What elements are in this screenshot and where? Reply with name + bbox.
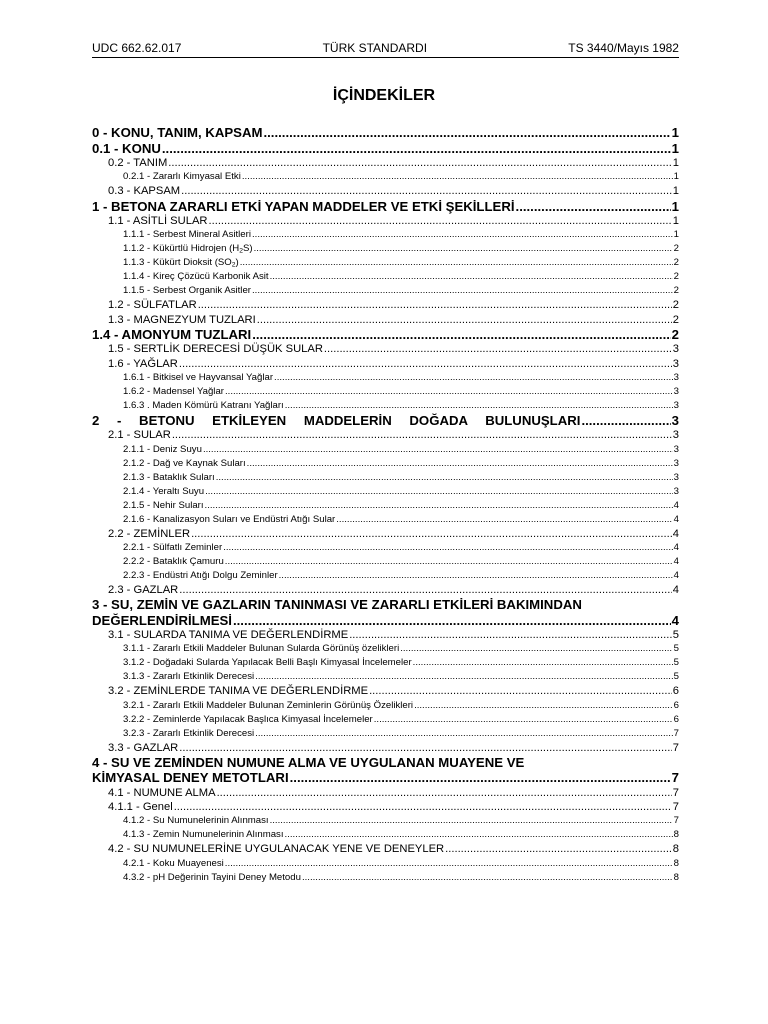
page-number: 7	[673, 727, 679, 739]
dot-leader	[252, 327, 670, 343]
page-number: 3	[672, 429, 679, 442]
page-header	[92, 41, 679, 55]
toc-entry-label: 3.1.1 - Zararlı Etkili Maddeler Bulunan Sularda Görünüş özelikleri	[123, 643, 400, 655]
dot-leader	[445, 842, 672, 856]
dot-leader	[285, 399, 673, 413]
toc-entry[interactable]	[92, 541, 679, 555]
dot-leader	[324, 342, 672, 356]
toc-entry[interactable]	[92, 199, 679, 215]
toc-entry-label: 2.3 - GAZLAR	[108, 583, 179, 596]
toc-entry[interactable]	[92, 857, 679, 871]
toc-entry[interactable]	[92, 513, 679, 527]
dot-leader	[205, 485, 673, 499]
toc-entry-label: KİMYASAL DENEY METOTLARI	[92, 770, 289, 786]
toc-entry[interactable]	[92, 256, 679, 270]
dot-leader	[374, 713, 673, 727]
page-number: 3	[672, 343, 679, 356]
toc-entry-label: 3.1 - SULARDA TANIMA VE DEĞERLENDİRME	[108, 629, 349, 642]
page-number: 1	[672, 215, 679, 228]
page-number: 8	[672, 843, 679, 856]
dot-leader	[209, 214, 672, 228]
dot-leader	[414, 699, 673, 713]
toc-entry[interactable]	[92, 313, 679, 327]
toc-entry[interactable]	[92, 385, 679, 399]
dot-leader	[581, 413, 670, 429]
dot-leader	[198, 298, 672, 312]
toc-entry-label: 2.1.6 - Kanalizasyon Suları ve Endüstri Atığı Sular	[123, 513, 336, 525]
page-number: 6	[673, 699, 679, 711]
toc-entry-label: 4.2 - SU NUMUNELERİNE UYGULANACAK YENE VE DENEYLER	[108, 843, 445, 856]
toc-entry[interactable]	[92, 527, 679, 541]
page-number: 4	[673, 555, 679, 567]
toc-entry[interactable]	[92, 555, 679, 569]
page-number: 3	[672, 357, 679, 370]
toc-entry-label: 2.2.3 - Endüstri Atığı Dolgu Zeminler	[123, 569, 278, 581]
dot-leader	[191, 527, 672, 541]
page-number: 1	[672, 157, 679, 170]
dot-leader	[349, 628, 672, 642]
toc-entry[interactable]	[92, 125, 679, 141]
page-number: 7	[671, 770, 679, 786]
toc-entry-label: DEĞERLENDİRİLMESİ	[92, 612, 232, 628]
toc-entry-label	[123, 256, 239, 270]
toc-entry[interactable]	[92, 399, 679, 413]
dot-leader	[400, 642, 672, 656]
toc-entry[interactable]	[92, 298, 679, 312]
page-number: 4	[673, 499, 679, 511]
dot-leader	[233, 613, 671, 629]
toc-entry[interactable]	[92, 741, 679, 755]
toc-entry[interactable]	[92, 656, 679, 670]
page-number: 2	[673, 257, 679, 269]
toc-entry-label: 1.4 - AMONYUM TUZLARI	[92, 326, 252, 342]
toc-entry-label: 0.1 - KONU	[92, 140, 161, 156]
toc-entry[interactable]	[92, 428, 679, 442]
page-number: 4	[673, 569, 679, 581]
subscript: 2	[231, 262, 236, 270]
page-number: 3	[673, 471, 679, 483]
dot-leader	[162, 141, 671, 157]
toc-entry[interactable]	[92, 141, 679, 157]
toc-entry-label: 1.3 - MAGNEZYUM TUZLARI	[108, 313, 256, 326]
page-number: 7	[672, 801, 679, 814]
toc-entry-label: 2.2.2 - Bataklık Çamuru	[123, 555, 224, 567]
toc-entry[interactable]	[92, 670, 679, 684]
page-number: 4	[673, 541, 679, 553]
standard-name: TÜRK STANDARDI	[322, 41, 428, 55]
page-number: 3	[673, 457, 679, 469]
toc-entry[interactable]	[92, 357, 679, 371]
dot-leader	[179, 583, 672, 597]
page-number: 1	[673, 229, 679, 241]
page-number: 1	[671, 140, 679, 156]
toc-entry-label: 4.2.1 - Koku Muayenesi	[123, 857, 224, 869]
toc-entry-label: 2.1 - SULAR	[108, 429, 171, 442]
toc-entry-label: 1.6.1 - Bitkisel ve Hayvansal Yağlar	[123, 371, 274, 383]
dot-leader	[270, 270, 673, 284]
standard-number: TS 3440/Mayıs 1982	[568, 41, 679, 55]
toc-entry-title: 4 - SU VE ZEMİNDEN NUMUNE ALMA VE UYGULANAN MUAYENE VE	[92, 754, 525, 770]
toc-entry[interactable]	[92, 413, 679, 429]
page-number: 4	[671, 612, 679, 628]
page-number: 3	[671, 412, 679, 428]
toc-entry[interactable]	[92, 569, 679, 583]
toc-entry[interactable]	[92, 713, 679, 727]
toc-entry[interactable]	[92, 786, 679, 800]
dot-leader	[225, 857, 673, 871]
toc-entry[interactable]	[92, 371, 679, 385]
dot-leader	[181, 184, 672, 198]
toc-entry[interactable]	[92, 270, 679, 284]
toc-entry[interactable]	[92, 814, 679, 828]
page-number: 4	[673, 513, 679, 525]
page-number: 8	[673, 829, 679, 841]
toc-entry-label: 1.6.3 . Maden Kömürü Katranı Yağları	[123, 399, 284, 411]
toc-entry-label: 4.1.1 - Genel	[108, 801, 173, 814]
dot-leader	[369, 684, 672, 698]
page-number: 8	[673, 857, 679, 869]
toc-entry-label: 2.1.4 - Yeraltı Suyu	[123, 485, 205, 497]
dot-leader	[179, 357, 672, 371]
toc-entry-text: 1.1.2 - Kükürtlü Hidrojen (H	[123, 243, 240, 255]
dot-leader	[168, 156, 672, 170]
toc-entry-label: 1.5 - SERTLİK DERECESİ DÜŞÜK SULAR	[108, 343, 323, 356]
page-number: 7	[672, 741, 679, 754]
toc-entry[interactable]	[92, 613, 679, 629]
toc-entry-label: 1.6.2 - Madensel Yağlar	[123, 385, 224, 397]
toc-entry-label: 2.1.5 - Nehir Suları	[123, 499, 204, 511]
toc-entry-label: 2.1.2 - Dağ ve Kaynak Suları	[123, 457, 246, 469]
page-number: 8	[673, 871, 679, 883]
dot-leader	[255, 727, 673, 741]
page-number: 2	[673, 285, 679, 297]
page-number: 2	[672, 299, 679, 312]
dot-leader	[270, 814, 673, 828]
dot-leader	[274, 371, 673, 385]
toc-entry-label: 1 - BETONA ZARARLI ETKİ YAPAN MADDELER VE ETKİ ŞEKİLLERİ	[92, 198, 515, 214]
dot-leader	[279, 569, 673, 583]
toc-entry-label: 3.2.3 - Zararlı Etkinlik Derecesi	[123, 727, 255, 739]
dot-leader	[179, 741, 672, 755]
dot-leader	[247, 457, 673, 471]
dot-leader	[252, 228, 673, 242]
toc-entry-label: 3.1.3 - Zararlı Etkinlik Derecesi	[123, 671, 255, 683]
toc-entry-label: 1.1 - ASİTLİ SULAR	[108, 215, 208, 228]
page-title: İÇİNDEKİLER	[332, 87, 436, 104]
toc-entry-label: 3.1.2 - Doğadaki Sularda Yapılacak Belli Başlı Kimyasal İncelemeler	[123, 657, 412, 669]
toc-entry-label: 3.2 - ZEMİNLERDE TANIMA VE DEĞERLENDİRME	[108, 685, 369, 698]
toc-entry-label: 2.2.1 - Sülfatlı Zeminler	[123, 541, 223, 553]
page-number: 6	[673, 713, 679, 725]
header-divider	[92, 57, 679, 58]
toc-entry[interactable]	[92, 800, 679, 814]
toc-entry[interactable]	[92, 770, 679, 786]
toc-entry[interactable]	[92, 842, 679, 856]
page-number: 5	[673, 671, 679, 683]
page-number: 3	[673, 485, 679, 497]
toc-entry[interactable]	[92, 699, 679, 713]
toc-entry[interactable]	[92, 242, 679, 256]
dot-leader	[242, 170, 673, 184]
toc-entry[interactable]	[92, 214, 679, 228]
toc-entry-label: 0.2 - TANIM	[108, 157, 168, 170]
page-number: 3	[673, 399, 679, 411]
dot-leader	[217, 786, 672, 800]
page-number: 1	[673, 171, 679, 183]
dot-leader	[203, 443, 673, 457]
dot-leader	[223, 541, 672, 555]
dot-leader	[516, 199, 671, 215]
page-number: 5	[672, 629, 679, 642]
subscript: 2	[239, 248, 243, 256]
toc-entry[interactable]	[92, 457, 679, 471]
dot-leader	[254, 242, 673, 256]
dot-leader	[225, 385, 673, 399]
toc-entry[interactable]	[92, 184, 679, 198]
toc-entry[interactable]	[92, 727, 679, 741]
toc-entry[interactable]	[92, 628, 679, 642]
page-number: 3	[673, 385, 679, 397]
page-number: 5	[673, 643, 679, 655]
dot-leader	[302, 871, 673, 885]
page-number: 4	[672, 583, 679, 596]
page-number: 7	[673, 815, 679, 827]
dot-leader	[413, 656, 673, 670]
toc-entry-label: 0 - KONU, TANIM, KAPSAM	[92, 125, 263, 140]
toc-entry-label: 4.3.2 - pH Değerinin Tayini Deney Metodu	[123, 871, 301, 883]
toc-entry[interactable]	[92, 684, 679, 698]
toc-entry[interactable]	[92, 327, 679, 343]
toc-entry[interactable]	[92, 284, 679, 298]
dot-leader	[205, 499, 673, 513]
toc-entry-label: 0.2.1 - Zararlı Kimyasal Etki	[123, 171, 241, 183]
toc-entry-title: 3 - SU, ZEMİN VE GAZLARIN TANINMASI VE ZARARLI ETKİLERİ BAKIMINDAN	[92, 597, 582, 612]
toc-entry[interactable]	[92, 642, 679, 656]
toc-entry-label: 1.1.1 - Serbest Mineral Asitleri	[123, 229, 251, 241]
toc-entry[interactable]	[92, 499, 679, 513]
toc-entry-label: 2.1.1 - Deniz Suyu	[123, 443, 202, 455]
toc-entry-label: 1.1.4 - Kireç Çözücü Karbonik Asit	[123, 271, 269, 283]
toc-entry-label: 3.3 - GAZLAR	[108, 741, 179, 754]
page-number: 6	[672, 685, 679, 698]
toc-entry[interactable]	[92, 583, 679, 597]
page-number: 1	[671, 125, 679, 140]
toc-entry[interactable]	[92, 443, 679, 457]
toc-entry-label: 4.1.3 - Zemin Numunelerinin Alınması	[123, 829, 284, 841]
toc-entry-label: 1.2 - SÜLFATLAR	[108, 299, 197, 312]
dot-leader	[255, 670, 673, 684]
toc-entry[interactable]	[92, 485, 679, 499]
page-number: 2	[672, 313, 679, 326]
dot-leader	[240, 256, 673, 270]
udc-code: UDC 662.62.017	[92, 41, 182, 55]
toc-entry[interactable]	[92, 156, 679, 170]
toc-entry-label: 0.3 - KAPSAM	[108, 185, 181, 198]
dot-leader	[172, 428, 672, 442]
page-number: 3	[673, 371, 679, 383]
toc-entry-label	[123, 242, 253, 256]
toc-entry-label: 2.2 - ZEMİNLER	[108, 527, 191, 540]
page-number: 5	[673, 657, 679, 669]
dot-leader	[257, 313, 672, 327]
page-number: 4	[672, 527, 679, 540]
dot-leader	[285, 828, 673, 842]
toc-entry[interactable]	[92, 828, 679, 842]
page-number: 2	[673, 243, 679, 255]
toc-entry-label: 3.2.2 - Zeminlerde Yapılacak Başlıca Kimyasal İncelemeler	[123, 713, 373, 725]
toc-entry-label: 4.1 - NUMUNE ALMA	[108, 786, 216, 799]
dot-leader	[225, 555, 673, 569]
dot-leader	[290, 770, 671, 786]
toc-entry[interactable]	[92, 228, 679, 242]
toc-entry-text-end: )	[235, 257, 239, 269]
toc-entry[interactable]	[92, 871, 679, 885]
dot-leader	[216, 471, 673, 485]
toc-entry-label: 1.1.5 - Serbest Organik Asitler	[123, 285, 251, 297]
page-number: 1	[671, 198, 679, 214]
toc-entry[interactable]	[92, 342, 679, 356]
toc-entry-label: 2 - BETONU ETKİLEYEN MADDELERİN DOĞADA BULUNUŞLARI	[92, 412, 581, 428]
toc-entry-label: 2.1.3 - Bataklık Suları	[123, 471, 215, 483]
page-number: 2	[673, 271, 679, 283]
dot-leader	[252, 284, 673, 298]
toc-entry-text: 1.1.3 - Kükürt Dioksit (SO	[123, 257, 232, 269]
toc-entry-label: 3.2.1 - Zararlı Etkili Maddeler Bulunan Zeminlerin Görünüş Özelikleri	[123, 699, 414, 711]
toc-entry-label: 4.1.2 - Su Numunelerinin Alınması	[123, 815, 269, 827]
dot-leader	[263, 125, 670, 141]
toc-entry-label: 1.6 - YAĞLAR	[108, 357, 178, 370]
page-number: 2	[671, 326, 679, 342]
page-number: 1	[672, 185, 679, 198]
page-number: 3	[673, 443, 679, 455]
toc-entry[interactable]	[92, 471, 679, 485]
dot-leader	[174, 800, 672, 814]
toc-entry[interactable]	[92, 170, 679, 184]
page-number: 7	[672, 786, 679, 799]
dot-leader	[336, 513, 672, 527]
table-of-contents	[92, 125, 679, 885]
toc-entry-text-end: S)	[243, 243, 253, 255]
